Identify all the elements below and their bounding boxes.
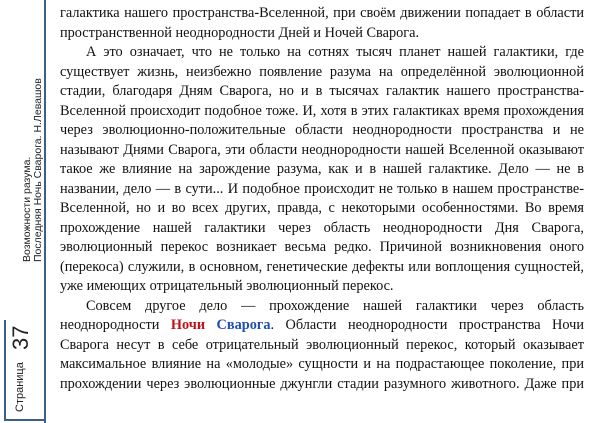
text-segment: . Области неоднородности пространства Ночи	[270, 317, 584, 333]
page-label: Страница	[14, 362, 26, 412]
text-line: прохождении через эволюционные джунгли стадии разумного животного. Даже при	[60, 375, 584, 392]
page-sidebar	[0, 0, 46, 423]
text-line: такое же влияние на зарождение разума, как и в нашей галактике. Дело — не в	[60, 161, 584, 177]
paragraph-block	[60, 4, 584, 316]
text-line: (перекоса) служили, в основном, генетические дефекты или воплощения сущностей,	[60, 258, 584, 275]
text-line: галактика нашего пространства-Вселенной, при своём движении попадает в области	[60, 5, 584, 21]
text-segment: неоднородности	[60, 317, 171, 333]
highlight-night: Ночи	[170, 317, 206, 333]
text-line: существует жизнь, неизбежно появление разума на определённой эволюционной	[60, 63, 584, 80]
book-title-line2: Последняя Ночь Сварога. Н.Левашов	[32, 78, 44, 262]
text-line: названии, дело — в сути... И подобное происходит не только в нашем пространстве-	[60, 180, 584, 197]
text-line: А это означает, что не только на сотнях тысяч планет нашей галактики, где	[86, 44, 584, 60]
text-line: через эволюционно-положительные области неоднородности пространства и не	[60, 122, 584, 138]
text-line: Совсем другое дело — прохождение нашей галактики через область	[86, 297, 584, 314]
text-line: прохождение нашей галактики через область неоднородности Дня Сварога,	[60, 219, 584, 236]
page-number: 37	[8, 325, 33, 350]
document-body	[60, 4, 584, 394]
text-line: пространственной неоднородности Дней и Ночей Сварога.	[60, 24, 420, 41]
text-line: эволюционный перекос возникает весьма редко. Причиной возникновения оного	[60, 239, 584, 255]
text-line: Вселенной, но и во всех других, правда, с некоторыми особенностями. Во время	[60, 200, 584, 216]
text-line: уже имеющих отрицательный эволюционный перекос.	[60, 278, 394, 294]
page-number-bracket-base	[4, 419, 44, 421]
text-line: называют Днями Сварога, эти области неоднородности нашей Вселенной оказывают	[60, 141, 584, 158]
text-line: максимальное влияние на «молодые» сущности и на подрастающее поколение, при	[60, 356, 584, 372]
text-segment	[205, 317, 216, 333]
text-line: стадии, благодаря Дням Сварога, но и в тысячах галактик нашего пространства-	[60, 83, 584, 99]
highlight-svarog: Сварога	[216, 317, 271, 333]
page-number-bracket	[4, 320, 6, 420]
text-line-highlight	[60, 316, 584, 336]
text-line: Вселенной происходит подобное тоже. И, хотя в этих галактиках время прохождения	[60, 102, 584, 119]
book-title-line1: Возможности разума.	[21, 156, 33, 262]
paragraph-block-tail	[60, 336, 584, 395]
sidebar-rule	[44, 0, 46, 423]
text-line: Сварога несут в себе отрицательный эволюционный перекос, который оказывает	[60, 336, 584, 353]
